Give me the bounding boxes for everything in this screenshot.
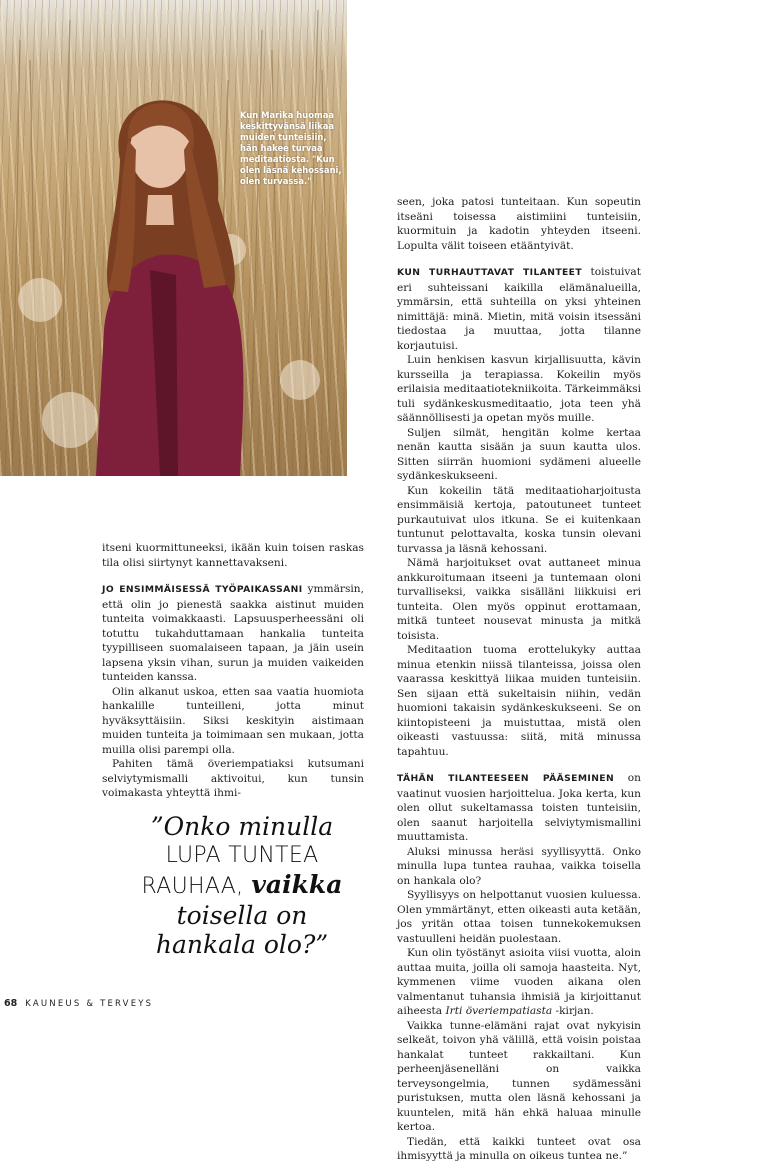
paragraph: Meditaation tuoma erottelukyky auttaa minua etenkin niissä tilanteissa, joissa olen vaarassa keskittyä liikaa muiden tunteisiin. Sen sijaan että sukeltaisin niihin, vedän huomioni takaisin sydänkeskukseeni. Se on kiintopisteeni ja muistuttaa, mistä olen oikeasti vastuussa: siitä, mitä minussa tapahtuu.: [397, 644, 641, 758]
subhead-paragraph: [102, 582, 364, 685]
paragraph-text: Kun olin työstänyt asioita viisi vuotta, aloin auttaa muita, joilla oli samoja haasteita. Nyt, kymmenen viime vuoden aikana olen valmentanut tuhansia ihmisiä ja kirjoittanut aiheesta: [397, 947, 641, 1017]
lead-in: TÄHÄN TILANTEESEEN PÄÄSEMINEN: [397, 773, 615, 784]
quote-word: vaikka: [251, 870, 343, 899]
paragraph: Syyllisyys on helpottanut vuosien kuluessa. Olen ymmärtänyt, etten oikeasti auta ketään, jos yritän ottaa toisen tunnekokemuksen vastuulleni heidän puolestaan.: [397, 889, 641, 945]
paragraph: Vaikka tunne-elämäni rajat ovat nykyisin selkeät, toivon yhä välillä, että voisin poistaa hankalat tunteet rakkailtani. Kun perheenjäsenelläni on vaikka terveysongelmia, tunnen sydämessäni puristuksen, mutta olen läsnä kehossani ja kuuntelen, mitä hän ehkä haluaa minulle kertoa.: [397, 1019, 641, 1133]
paragraph: Kun kokeilin tätä meditaatioharjoitusta ensimmäisiä kertoja, patoutuneet tunteet purkautuivat ulos itkuna. Se ei kuitenkaan tuntunut pelottavalta, koska tunsin olevani turvassa ja läsnä kehossani.: [397, 484, 641, 555]
quote-line: [116, 870, 368, 901]
portrait-photo: [0, 0, 347, 476]
paragraph: Luin henkisen kasvun kirjallisuutta, kävin kursseilla ja terapiassa. Kokeilin myös erilaisia meditaatiotekniikoita. Tärkeimmäksi tuli sydänkeskusmeditaatio, jota teen yhä säännöllisesti ja opetan myös muille.: [397, 354, 641, 424]
paragraph: Olin alkanut uskoa, etten saa vaatia huomiota hankalille tunteilleni, jotta minut hyväksyttäisiin. Siksi keskityin aistimaan muiden tunteita ja toimimaan sen mukaan, jotta muilla olisi parempi olla.: [102, 685, 364, 756]
paragraph: [397, 946, 641, 1019]
paragraph: Suljen silmät, hengitän kolme kertaa nenän kautta sisään ja suun kautta ulos. Sitten siirrän huomioni sydämeni alueelle sydänkeskukseeni.: [397, 426, 641, 482]
paragraph: Aluksi minussa heräsi syyllisyyttä. Onko minulla lupa tuntea rauhaa, vaikka toisella on hankala olo?: [397, 845, 641, 887]
magazine-name: KAUNEUS & TERVEYS: [25, 999, 154, 1009]
quote-word: RAUHAA,: [141, 874, 244, 899]
paragraph: Pahiten tämä överiempatiaksi kutsumani selviytymismalli aktivoitui, kun tunsin voimakasta yhteyttä ihmi-: [102, 758, 364, 799]
paragraph-text: on vaatinut vuosien harjoittelua. Joka kerta, kun olen ollut sukeltamassa toisten tunteisiin, olen saanut harjoitella selviytymismallini muuttamista.: [397, 772, 641, 843]
quote-line: ”Onko minulla: [150, 812, 334, 841]
lead-in: KUN TURHAUTTAVAT TILANTEET: [397, 267, 583, 278]
paragraph-text: -kirjan.: [552, 1005, 594, 1017]
paragraph: Nämä harjoitukset ovat auttaneet minua ankkuroitumaan itseeni ja tuntemaan oloni turvalliseksi, vaikka sisälläni liikkuisi eri tunteita. Olen myös oppinut erottamaan, mitkä tunteet nousevat minusta ja mitkä toisista.: [397, 557, 641, 642]
portrait-illustration: [0, 0, 347, 476]
book-title: Irti överiempatiasta: [445, 1005, 553, 1017]
lead-in: JO ENSIMMÄISESSÄ TYÖPAIKASSANI: [102, 584, 303, 595]
page-number: 68: [4, 998, 18, 1009]
photo-caption: Kun Marika huomaa keskittyvänsä liikaa muiden tunteisiin, hän hakee turvaa meditaatiosta. "Kun olen läsnä kehossani, olen turvassa.": [240, 110, 342, 186]
paragraph-text: toistuivat eri suhteissani kaikilla elämänalueilla, ymmärsin, että suhteilla on yksi yhteinen nimittäjä: minä. Mietin, mitä voisin itsessäni tiedostaa ja muuttaa, jotta tilanne korjautuisi.: [397, 266, 641, 352]
paragraph: itseni kuormittuneeksi, ikään kuin toisen raskas tila olisi siirtynyt kannettavakseni.: [102, 542, 364, 569]
paragraph: seen, joka patosi tunteitaan. Kun sopeutin itseäni toisessa aistimiini tunteisiin, kuormituin ja kadotin yhteyden itseeni. Lopulta välit toiseen etääntyivät.: [397, 196, 641, 252]
article-column-right: [397, 195, 641, 1164]
quote-line: hankala olo?”: [155, 930, 329, 959]
page-footer: [4, 998, 153, 1009]
subhead-paragraph: [397, 771, 641, 845]
quote-line: LUPA TUNTEA: [165, 843, 319, 868]
subhead-paragraph: [397, 265, 641, 353]
article-column-left: [102, 541, 364, 801]
paragraph-text: ymmärsin, että olin jo pienestä saakka aistinut muiden tunteita voimakkaasti. Lapsuusperheessäni oli totuttu tukahduttamaan hankalia tunteita tyypilliseen suomalaiseen tapaan, ja jäin usein lapsena yksin vihan, surun ja muiden vaikeiden tunteiden kanssa.: [102, 583, 364, 683]
quote-line: toisella on: [176, 901, 308, 930]
paragraph: Tiedän, että kaikki tunteet ovat osa ihmisyyttä ja minulla on oikeus tuntea ne.”: [397, 1135, 641, 1162]
pull-quote: [116, 812, 368, 959]
